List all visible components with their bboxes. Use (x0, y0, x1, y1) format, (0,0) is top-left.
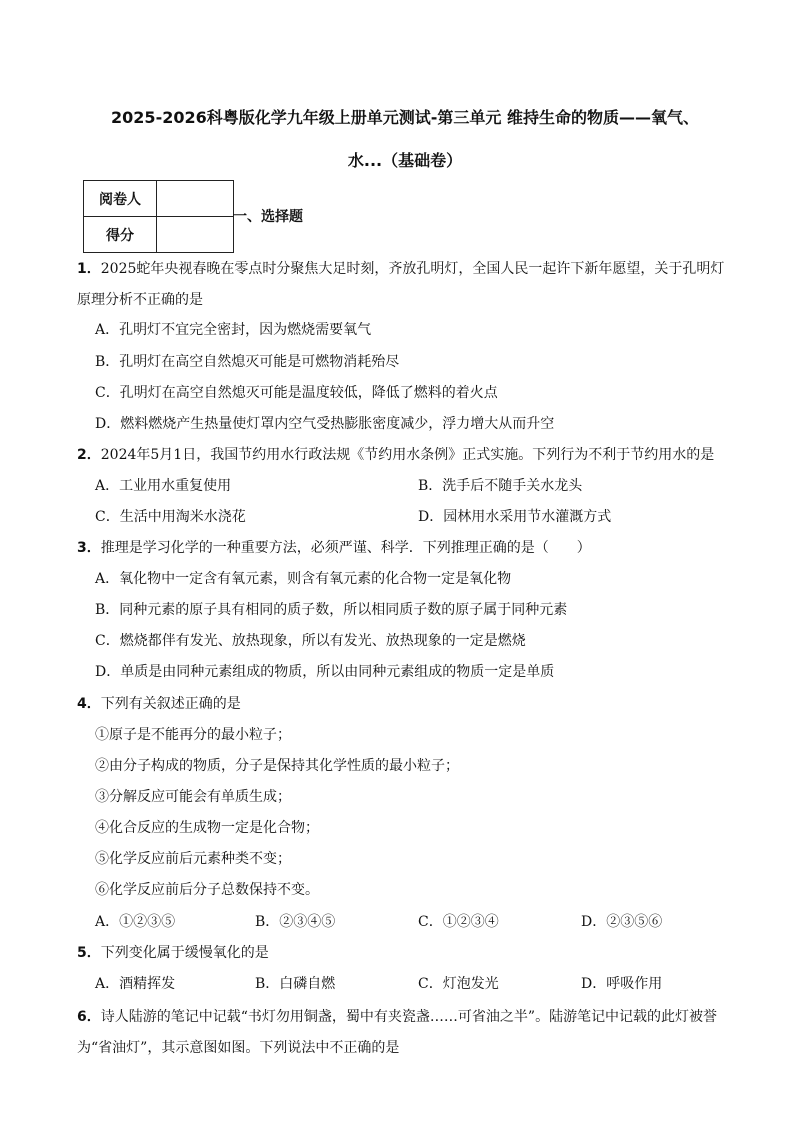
question-3-stem: 3．推理是学习化学的一种重要方法，必须严谨、科学．下列推理正确的是（ ） (77, 540, 591, 556)
question-number: 2． (77, 447, 101, 463)
question-4-statement-2: ②由分子构成的物质，分子是保持其化学性质的最小粒子； (95, 758, 459, 774)
reviewer-value (157, 181, 234, 217)
question-4-statement-5: ⑤化学反应前后元素种类不变； (95, 851, 291, 867)
question-4-statement-3: ③分解反应可能会有单质生成； (95, 789, 291, 805)
question-1-stem-line1: 1．2025蛇年央视春晚在零点时分聚焦大足时刻，齐放孔明灯，全国人民一起许下新年愿望，关于孔明灯 (77, 261, 725, 277)
question-3-option-c: C．燃烧都伴有发光、放热现象，所以有发光、放热现象的一定是燃烧 (95, 633, 526, 649)
question-2-stem: 2．2024年5月1日，我国节约用水行政法规《节约用水条例》正式实施。下列行为不利于节约用水的是 (77, 447, 715, 463)
question-1-option-d: D．燃料燃烧产生热量使灯罩内空气受热膨胀密度减少，浮力增大从而升空 (95, 416, 555, 432)
question-4-option-a: A．①②③⑤ (95, 914, 176, 930)
score-table (83, 180, 234, 253)
question-number: 1． (77, 261, 101, 277)
question-3-option-a: A．氧化物中一定含有氧元素，则含有氧元素的化合物一定是氧化物 (95, 571, 512, 587)
question-4-statement-4: ④化合反应的生成物一定是化合物； (95, 820, 319, 836)
question-number: 5． (77, 945, 101, 961)
page-title-line1: 2025-2026科粤版化学九年级上册单元测试-第三单元 维持生命的物质——氧气、 (111, 108, 699, 127)
reviewer-label: 阅卷人 (84, 181, 157, 217)
question-5-option-a: A．酒精挥发 (95, 976, 176, 992)
question-2-option-c: C．生活中用淘米水浇花 (95, 509, 246, 525)
question-4-option-b: B．②③④⑤ (255, 914, 336, 930)
question-5-option-d: D．呼吸作用 (581, 976, 663, 992)
question-3-option-b: B．同种元素的原子具有相同的质子数，所以相同质子数的原子属于同种元素 (95, 602, 568, 618)
question-5-option-b: B．白磷自燃 (255, 976, 336, 992)
question-4-option-c: C．①②③④ (418, 914, 499, 930)
question-6-stem-line2: 为“省油灯”，其示意图如图。下列说法中不正确的是 (77, 1040, 400, 1056)
question-5-option-c: C．灯泡发光 (418, 976, 499, 992)
page-title-line2: 水...（基础卷） (347, 151, 463, 170)
question-4-option-d: D．②③⑤⑥ (581, 914, 663, 930)
question-4-statement-6: ⑥化学反应前后分子总数保持不变。 (95, 882, 319, 898)
question-1-option-c: C．孔明灯在高空自然熄灭可能是温度较低，降低了燃料的着火点 (95, 385, 498, 401)
score-value (157, 217, 234, 253)
question-1-option-a: A．孔明灯不宜完全密封，因为燃烧需要氧气 (95, 322, 372, 338)
question-6-stem-line1: 6．诗人陆游的笔记中记载“书灯勿用铜盏，蜀中有夹瓷盏……可省油之半”。陆游笔记中记载的此灯被誉 (77, 1009, 718, 1025)
question-2-option-d: D．园林用水采用节水灌溉方式 (418, 509, 612, 525)
question-2-option-b: B．洗手后不随手关水龙头 (418, 478, 583, 494)
section-heading: 一、选择题 (233, 209, 303, 225)
question-1-stem-line2: 原理分析不正确的是 (77, 292, 203, 308)
question-1-option-b: B．孔明灯在高空自然熄灭可能是可燃物消耗殆尽 (95, 354, 400, 370)
score-label: 得分 (84, 217, 157, 253)
question-number: 4． (77, 696, 101, 712)
question-5-stem: 5．下列变化属于缓慢氧化的是 (77, 945, 269, 961)
question-3-option-d: D．单质是由同种元素组成的物质，所以由同种元素组成的物质一定是单质 (95, 664, 555, 680)
question-2-option-a: A．工业用水重复使用 (95, 478, 232, 494)
question-4-statement-1: ①原子是不能再分的最小粒子； (95, 727, 291, 743)
question-4-stem: 4．下列有关叙述正确的是 (77, 696, 241, 712)
question-number: 3． (77, 540, 101, 556)
question-number: 6． (77, 1009, 101, 1025)
